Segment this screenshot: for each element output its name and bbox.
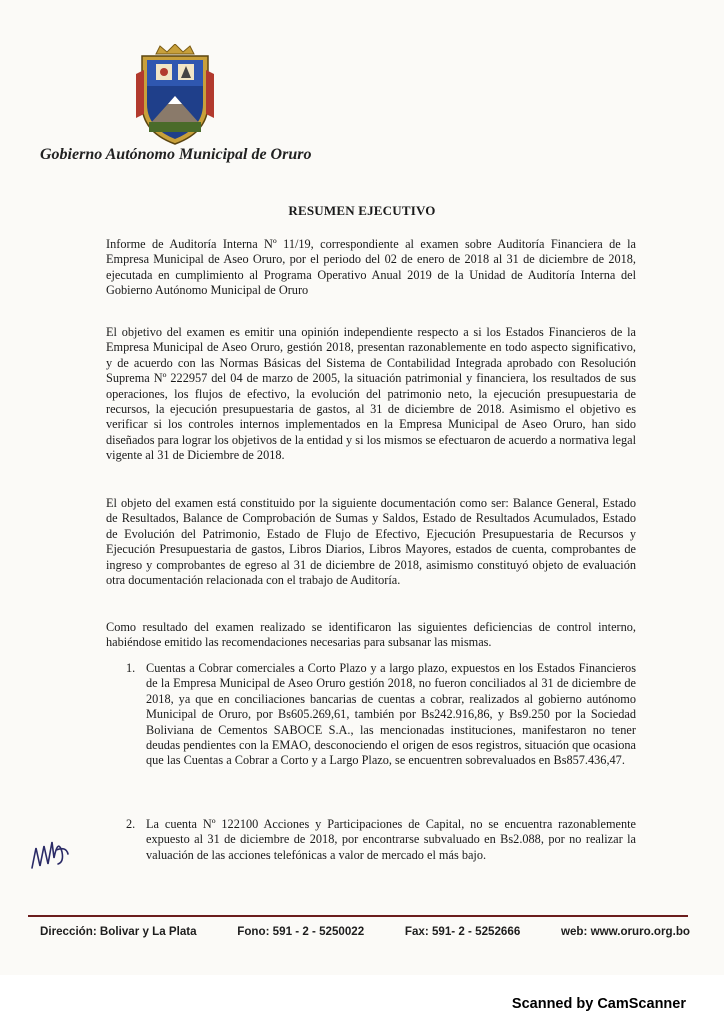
intro-paragraph: Informe de Auditoría Interna Nº 11/19, correspondiente al examen sobre Auditoría Financiera de la Empresa Municipal de Aseo Oruro, por el periodo del 02 de enero de 2018 al 31 de diciembre de 2018, ejecutada en cumplimiento al Programa Operativo Anual 2019 de la Unidad de Auditoría Interna del Gobierno Autónomo Municipal de Oruro (106, 237, 636, 298)
objective-paragraph: El objetivo del examen es emitir una opinión independiente respecto a si los Estados Financieros de la Empresa Municipal de Aseo Oruro, gestión 2018, presentan razonablemente en todo aspecto significativo, y de acuerdo con las Normas Básicas del Sistema de Contabilidad Integrada aprobado con Resolución Suprema Nº 222957 del 04 de marzo de 2005, la situación patrimonial y financiera, los resultados de sus operaciones, los flujos de efectivo, la evolución del patrimonio neto, la ejecución presupuestaria de recursos, la ejecución presupuestaria de gastos, al 31 de diciembre de 2018. Asimismo el objetivo es verificar si los controles internos implementados en la Empresa Municipal de Aseo Oruro, han sido diseñados para lograr los objetivos de la entidad y si los mismos se efectuaron de acuerdo a normativa legal vigente al 31 de Diciembre de 2018. (106, 325, 636, 463)
footer-website: web: www.oruro.org.bo (560, 925, 690, 938)
footer-contact (40, 925, 690, 938)
scope-paragraph: El objeto del examen está constituido por la siguiente documentación como ser: Balance General, Estado de Resultados, Balance de Comprobación de Sumas y Saldos, Estado de Resultados Acumulados, Estado de Evolución del Patrimonio, Estado de Flujo de Efectivo, Ejecución Presupuestaria de Recursos y Ejecución Presupuestaria de gastos, Libros Diarios, Libros Mayores, estados de cuenta, comprobantes de ingreso y comprobantes de egreso al 31 de diciembre de 2018, asimismo constituyó objeto de evaluación otra documentación relacionada con el trabajo de Auditoría. (106, 496, 636, 588)
finding-number: 1. (126, 661, 136, 675)
document-title: RESUMEN EJECUTIVO (288, 203, 436, 218)
footer-address: Dirección: Bolivar y La Plata (40, 925, 197, 938)
footer-fax: Fax: 591- 2 - 5252666 (404, 925, 521, 938)
footer-divider (28, 915, 688, 917)
finding-text: Cuentas a Cobrar comerciales a Corto Plazo y a largo plazo, expuestos en los Estados Financieros de la Empresa Municipal de Aseo Oruro gestión 2018, no fueron conciliados al 31 de diciembre de 2018, ya que en conciliaciones bancarias de cuentas a cobrar, realizados al gobierno autónomo Municipal de Oruro, por Bs605.269,61, también por Bs242.916,86, y Bs9.250 por la Sociedad Boliviana de Cementos SABOCE S.A., las mencionadas instituciones, manifestaron no tener deudas pendientes con la EMAO, desconociendo el origen de esos registros, situación que ocasiona que las Cuentas a Cobrar a Corto y a Largo Plazo, se encuentren sobrevaluados en Bs857.436,47. (146, 661, 636, 768)
finding-text: La cuenta Nº 122100 Acciones y Participaciones de Capital, no se encuentra razonablemente expuesto al 31 de diciembre de 2018, por encontrarse subvaluado en Bs2.088, por no realizar la valuación de las acciones telefónicas a valor de mercado el más bajo. (146, 817, 636, 862)
finding-number: 2. (126, 817, 136, 831)
scanner-watermark: Scanned by CamScanner (511, 996, 686, 1012)
organization-name: Gobierno Autónomo Municipal de Oruro (40, 146, 312, 163)
results-paragraph: Como resultado del examen realizado se identificaron las siguientes deficiencias de control interno, habiéndose emitido las recomendaciones necesarias para subsanar las mismas. (106, 620, 636, 650)
municipal-coat-of-arms-icon (134, 44, 216, 148)
footer-phone: Fono: 591 - 2 - 5250022 (237, 925, 365, 938)
handwritten-initials-icon (28, 828, 72, 876)
